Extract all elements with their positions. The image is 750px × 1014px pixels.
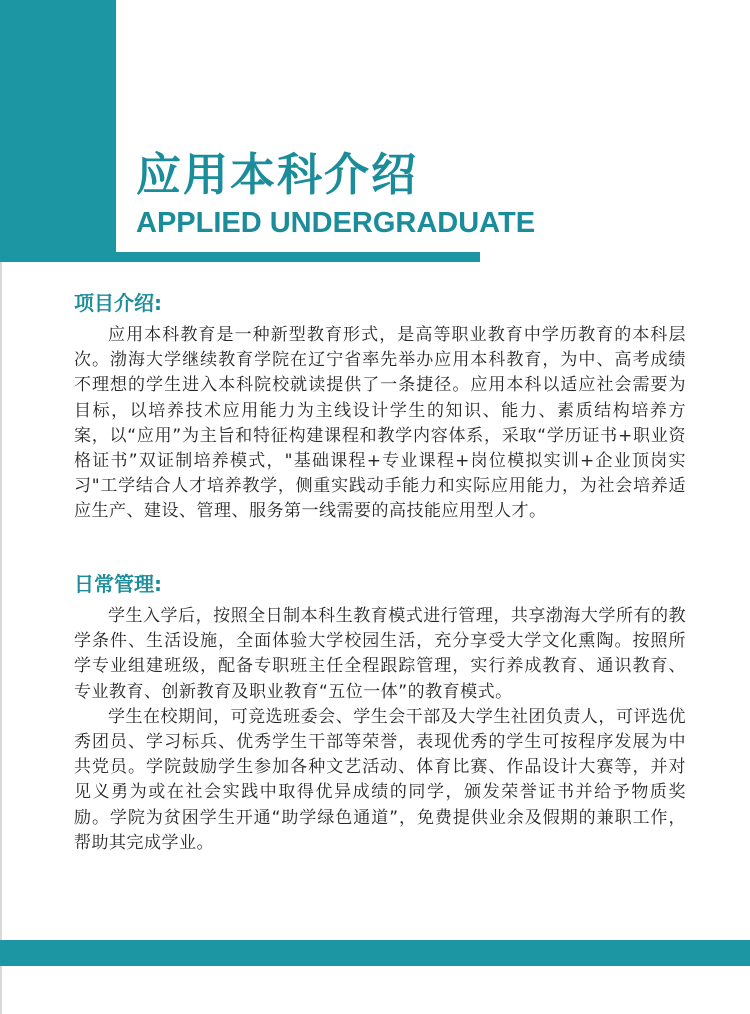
section-project-intro (74, 289, 686, 525)
page-subtitle-english: APPLIED UNDERGRADUATE (136, 207, 536, 239)
section-heading: 日常管理: (74, 572, 162, 596)
section-paragraph: 学生在校期间，可竞选班委会、学生会干部及大学生社团负责人，可评选优秀团员、学习标兵、优秀学生干部等荣誉，表现优秀的学生可按程序发展为中共党员。学院鼓励学生参加各种文艺活动、体育比赛、作品设计大赛等，并对见义勇为或在社会实践中取得优异成绩的同学，颁发荣誉证书并给予物质奖励。学院为贫困学生开通“助学绿色通道”，免费提供业余及假期的兼职工作，帮助其完成学业。 (74, 706, 686, 853)
section-daily-management (74, 570, 686, 856)
footer-accent-bar (0, 940, 750, 966)
section-paragraph: 学生入学后，按照全日制本科生教育模式进行管理，共享渤海大学所有的教学条件、生活设施，全面体验大学校园生活，充分享受大学文化熏陶。按照所学专业组建班级，配备专职班主任全程跟踪管理，实行养成教育、通识教育、专业教育、创新教育及职业教育“五位一体”的教育模式。 (74, 606, 686, 702)
section-paragraph: 应用本科教育是一种新型教育形式，是高等职业教育中学历教育的本科层次。渤海大学继续教育学院在辽宁省率先举办应用本科教育，为中、高考成绩不理想的学生进入本科院校就读提供了一条捷径。应用本科以适应社会需要为目标，以培养技术应用能力为主线设计学生的知识、能力、素质结构培养方案，以“应用”为主旨和特征构建课程和教学内容体系，采取“学历证书+职业资格证书”双证制培养模式，"基础课程+专业课程+岗位模拟实训+企业顶岗实习"工学结合人才培养教学，侧重实践动手能力和实际应用能力，为社会培养适应生产、建设、管理、服务第一线需要的高技能应用型人才。 (74, 325, 686, 522)
page-title: 应用本科介绍 (136, 148, 419, 201)
title-accent-block (0, 0, 116, 262)
title-underline-bar (116, 252, 480, 262)
section-heading: 项目介绍: (74, 291, 162, 315)
